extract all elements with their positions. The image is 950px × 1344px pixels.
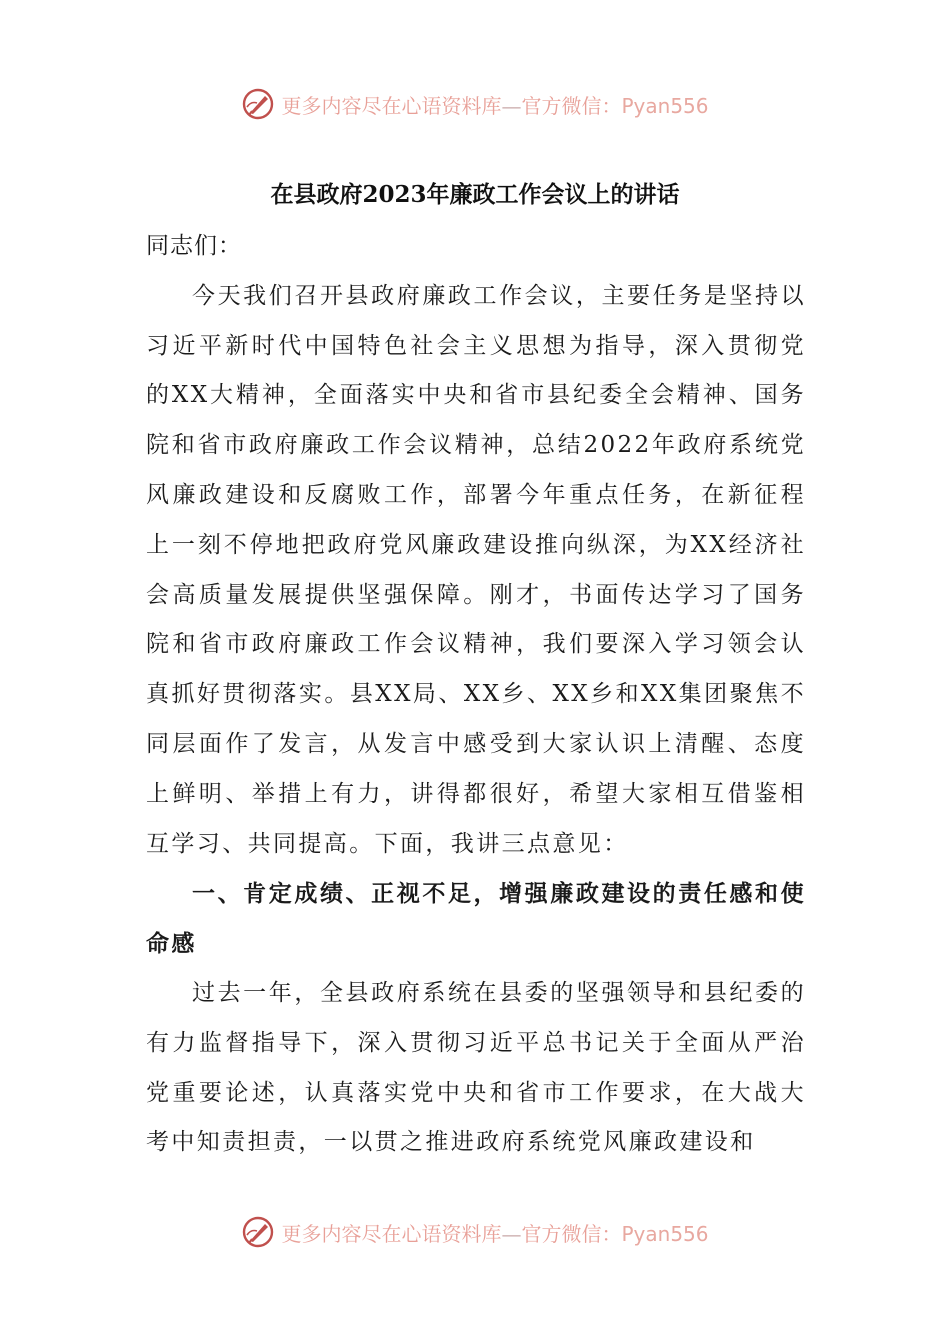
banner-main-text: 更多内容尽在心语资料库 [281,93,502,118]
paragraph-section-1: 过去一年，全县政府系统在县委的坚强领导和县纪委的有力监督指导下，深入贯彻习近平总书记关于全面从严治党重要论述，认真落实党中央和省市工作要求，在大战大考中知责担责，一以贯之推进政府系统党风廉政建设和 [146,979,806,1156]
banner-account: Pyan556 [621,93,709,118]
banner-text [281,1218,708,1247]
salutation: 同志们： [146,233,242,259]
document-title: 在县政府2023年廉政工作会议上的讲话 [270,181,680,208]
section-heading-1: 一、肯定成绩、正视不足，增强廉政建设的责任感和使命感 [146,880,806,958]
banner-account: Pyan556 [621,1221,709,1246]
quill-logo-icon [241,87,275,121]
banner-dash: — [501,1221,522,1246]
quill-logo-icon [241,1215,275,1249]
footer-watermark-banner [0,1212,950,1252]
paragraph-intro: 今天我们召开县政府廉政工作会议，主要任务是坚持以习近平新时代中国特色社会主义思想为指导，深入贯彻党的XX大精神，全面落实中央和省市县纪委全会精神、国务院和省市政府廉政工作会议精神，总结2022年政府系统党风廉政建设和反腐败工作，部署今年重点任务，在新征程上一刻不停地把政府党风廉政建设推向纵深，为XX经济社会高质量发展提供坚强保障。刚才，书面传达学习了国务院和省市政府廉政工作会议精神，我们要深入学习领会认真抓好贯彻落实。县XX局、XX乡、XX乡和XX集团聚焦不同层面作了发言，从发言中感受到大家认识上清醒、态度上鲜明、举措上有力，讲得都很好，希望大家相互借鉴相互学习、共同提高。下面，我讲三点意见： [146,282,806,857]
banner-text [281,90,708,119]
banner-dash: — [501,93,522,118]
banner-suffix: 官方微信： [521,1221,622,1246]
header-watermark-banner [0,84,950,124]
document-body [146,222,806,1168]
banner-suffix: 官方微信： [521,93,622,118]
banner-main-text: 更多内容尽在心语资料库 [281,1221,502,1246]
